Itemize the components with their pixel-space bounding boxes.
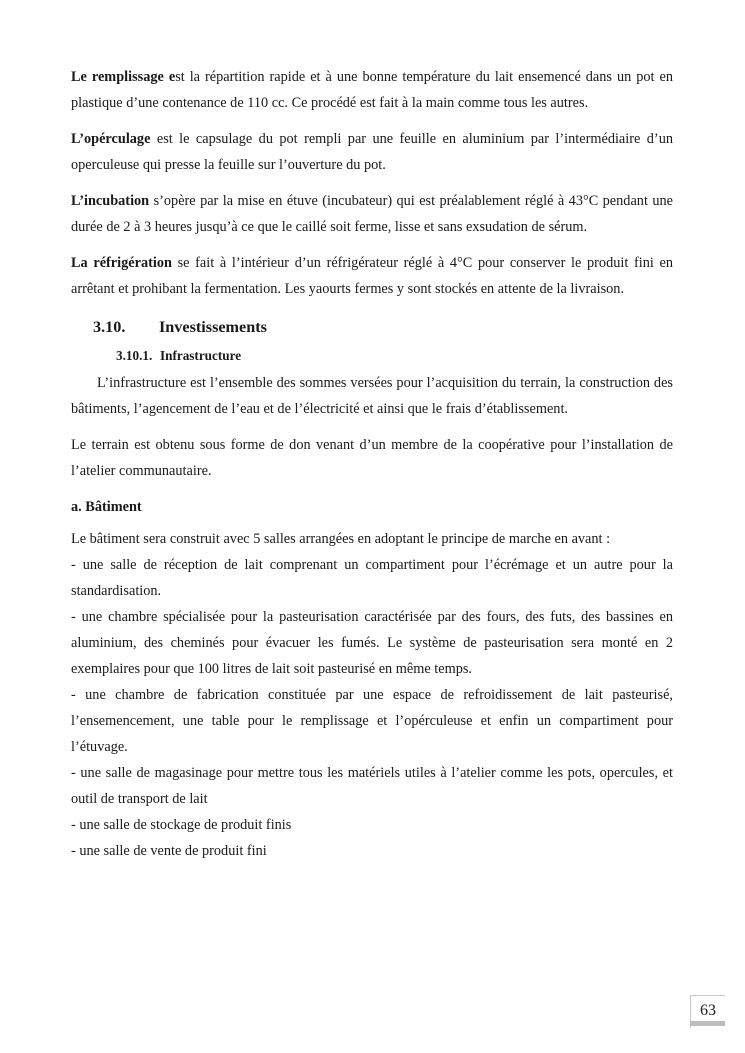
list-item: - une chambre spécialisée pour la pasteurisation caractérisée par des fours, des futs, des bassines en aluminium, des cheminés pour évacuer les fumés. Le système de pasteurisation sera monté en 2 exemplaires pour que 100 litres de lait soit pasteurisé en même temps.	[71, 609, 673, 677]
document-page	[71, 64, 673, 864]
section-heading	[93, 312, 673, 342]
text-operculage: est le capsulage du pot rempli par une feuille en aluminium par l’intermédiaire d’un operculeuse qui presse la feuille sur l’ouverture du pot.	[71, 131, 673, 173]
list-item: - une chambre de fabrication constituée par une espace de refroidissement de lait pasteurisé, l’ensemencement, une table pour le remplissage et l’opérculeuse et enfin un compartiment pour l’étuvage.	[71, 687, 673, 755]
page-number: 63	[690, 995, 725, 1028]
subsection-number: 3.10.1.	[116, 348, 153, 363]
terrain-paragraph: Le terrain est obtenu sous forme de don venant d’un membre de la coopérative pour l’installation de l’atelier communautaire.	[71, 437, 673, 479]
term-remplissage: Le remplissage e	[71, 69, 176, 85]
text-incubation: s’opère par la mise en étuve (incubateur) qui est préalablement réglé à 43°C pendant une durée de 2 à 3 heures jusqu’à ce que le caillé soit ferme, lisse et sans exsudation de sérum.	[71, 193, 673, 235]
list-item: - une salle de stockage de produit finis	[71, 817, 292, 833]
paragraph-incubation	[71, 188, 673, 240]
text-refrigeration: se fait à l’intérieur d’un réfrigérateur réglé à 4°C pour conserver le produit fini en arrêtant et prohibant la fermentation. Les yaourts fermes y sont stockés en attente de la livraison.	[71, 255, 673, 297]
paragraph-operculage	[71, 126, 673, 178]
infrastructure-intro: L’infrastructure est l’ensemble des sommes versées pour l’acquisition du terrain, la construction des bâtiments, l’agencement de l’eau et de l’électricité et ainsi que le frais d’établissement.	[71, 375, 673, 417]
paragraph-refrigeration	[71, 250, 673, 302]
term-incubation: L’incubation	[71, 193, 150, 209]
list-item: - une salle de magasinage pour mettre tous les matériels utiles à l’atelier comme les pots, opercules, et outil de transport de lait	[71, 765, 673, 807]
list-item: - une salle de réception de lait comprenant un compartiment pour l’écrémage et un autre pour la standardisation.	[71, 557, 673, 599]
section-title: Investissements	[159, 318, 267, 336]
paragraph-remplissage	[71, 64, 673, 116]
batiment-intro: Le bâtiment sera construit avec 5 salles arrangées en adoptant le principe de marche en avant :	[71, 531, 611, 547]
subsection-title: Infrastructure	[160, 348, 242, 363]
text-remplissage: st la répartition rapide et à une bonne température du lait ensemencé dans un pot en plastique d’une contenance de 110 cc. Ce procédé est fait à la main comme tous les autres.	[71, 69, 673, 111]
section-number: 3.10.	[93, 318, 126, 336]
batiment-heading: a. Bâtiment	[71, 499, 142, 515]
page-number-underline	[690, 1021, 725, 1026]
subsection-heading	[116, 342, 673, 370]
term-refrigeration: La réfrigération	[71, 255, 172, 271]
list-item: - une salle de vente de produit fini	[71, 843, 267, 859]
term-operculage: L’opérculage	[71, 131, 151, 147]
